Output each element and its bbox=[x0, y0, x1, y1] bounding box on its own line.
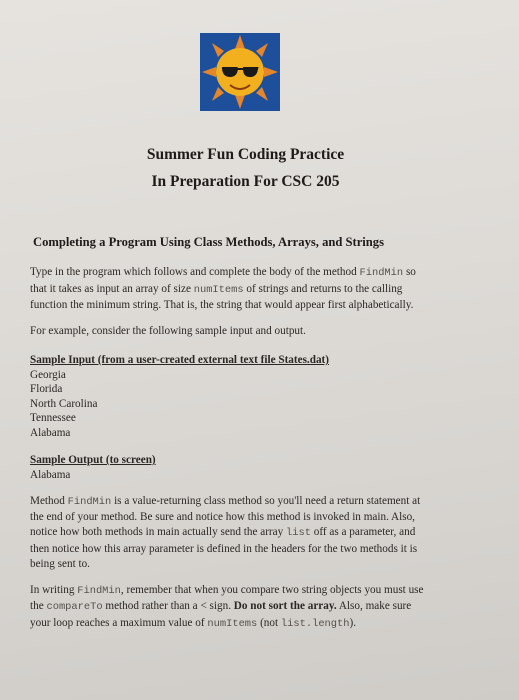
list-item: Georgia bbox=[30, 368, 66, 381]
section-heading: Completing a Program Using Class Methods, Arrays, and Strings bbox=[33, 235, 385, 249]
instructions-paragraph: In writing FindMin, remember that when you compare two string objects you must use the compareTo method rather than a < sign. Do not sort the array. Also, make sure your loop reaches a maximum value of numItems (not list.length). bbox=[30, 584, 424, 630]
sun-sunglasses-logo-icon bbox=[200, 33, 280, 111]
sample-input-block bbox=[30, 353, 329, 441]
method-paragraph: Method FindMin is a value-returning class method so you'll need a return statement at the end of your method. Be sure and notice how this method is invoked in main. Also, notice how both methods in main actually send the array list off as a parameter, and then notice how this array parameter is defined in the headers for the two methods it is being sent to. bbox=[30, 495, 421, 570]
sample-input-label: Sample Input (from a user-created external text file States.dat) bbox=[30, 354, 329, 366]
document-title: Summer Fun Coding Practice bbox=[146, 146, 345, 163]
list-item: Alabama bbox=[30, 468, 71, 481]
intro-paragraph: Type in the program which follows and complete the body of the method FindMin so that it takes as input an array of size numItems of strings and returns to the calling function the minimum string. That is, the string that would appear first alphabetically. bbox=[30, 266, 416, 312]
example-paragraph: For example, consider the following sample input and output. bbox=[30, 325, 306, 337]
sample-output-block bbox=[30, 453, 156, 482]
list-item: Alabama bbox=[30, 426, 71, 439]
list-item: North Carolina bbox=[30, 397, 98, 410]
sample-output-label: Sample Output (to screen) bbox=[30, 454, 156, 466]
list-item: Tennessee bbox=[30, 412, 76, 425]
document-subtitle: In Preparation For CSC 205 bbox=[151, 173, 340, 190]
list-item: Florida bbox=[30, 383, 63, 396]
